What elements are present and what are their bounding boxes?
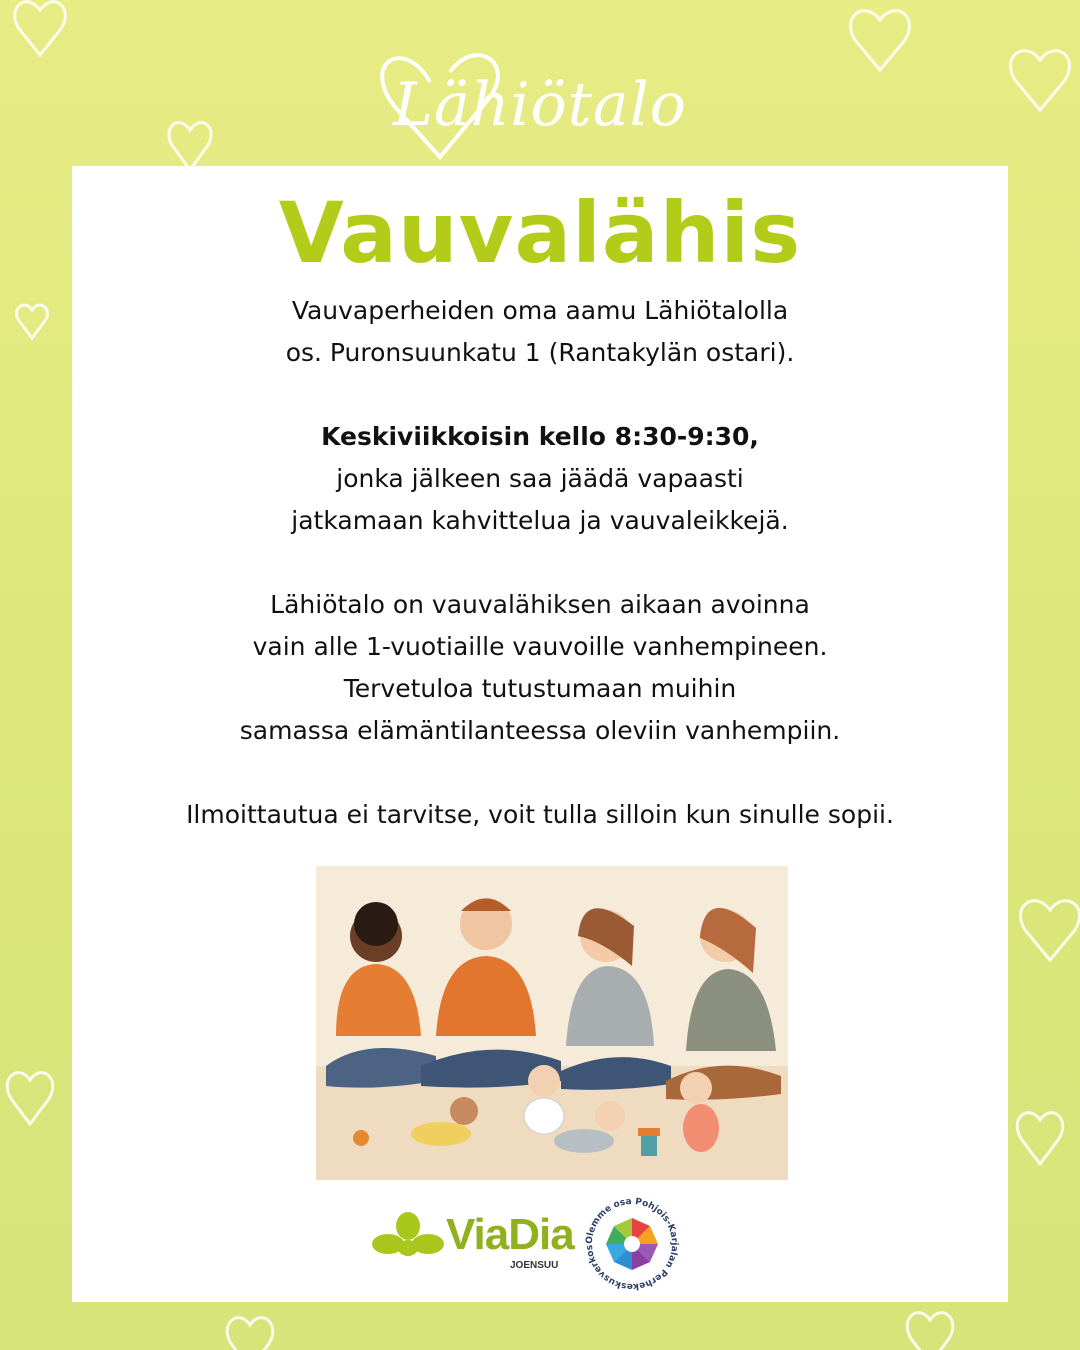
heart-icon [17,305,48,338]
viadia-location: JOENSUU [510,1260,559,1271]
info-line: Tervetuloa tutustumaan muihin [343,674,737,703]
registration-line: Ilmoittautua ei tarvitse, voit tulla silloin kun sinulle sopii. [186,800,894,829]
viadia-name: ViaDia [446,1210,574,1259]
viadia-logo [372,1204,574,1274]
address-line: os. Puronsuunkatu 1 (Rantakylän ostari). [285,338,795,367]
heart-icon [7,1073,53,1124]
heart-icon [907,1313,953,1350]
logo-text: Lähiötalo [393,70,687,140]
content-card [72,166,1008,1302]
info-line: vain alle 1-vuotiaille vauvoille vanhempineen. [252,632,828,661]
after-line: jatkamaan kahvittelua ja vauvaleikkejä. [291,506,789,535]
heart-icon [1017,1113,1063,1164]
page-title: Vauvalähis [278,184,802,282]
time-line: Keskiviikkoisin kello 8:30-9:30, [321,422,759,451]
intro-line: Vauvaperheiden oma aamu Lähiötalolla [291,296,789,325]
heart-icon [1020,901,1079,960]
viadia-leaf-icon [372,1204,444,1264]
network-text: Olemme osa Pohjois-Karjalan Perhekeskusverkos [584,1196,680,1292]
partner-logos [72,1188,1008,1298]
info-line: Lähiötalo on vauvalähiksen aikaan avoinna [270,590,810,619]
event-description [72,290,1008,836]
after-line: jonka jälkeen saa jäädä vapaasti [336,464,744,493]
families-illustration [316,866,788,1180]
perhekeskusverkosto-logo [580,1192,684,1296]
heart-icon [227,1318,273,1350]
lahiotalo-logo [0,12,1080,162]
info-line: samassa elämäntilanteessa oleviin vanhempiin. [239,716,841,745]
